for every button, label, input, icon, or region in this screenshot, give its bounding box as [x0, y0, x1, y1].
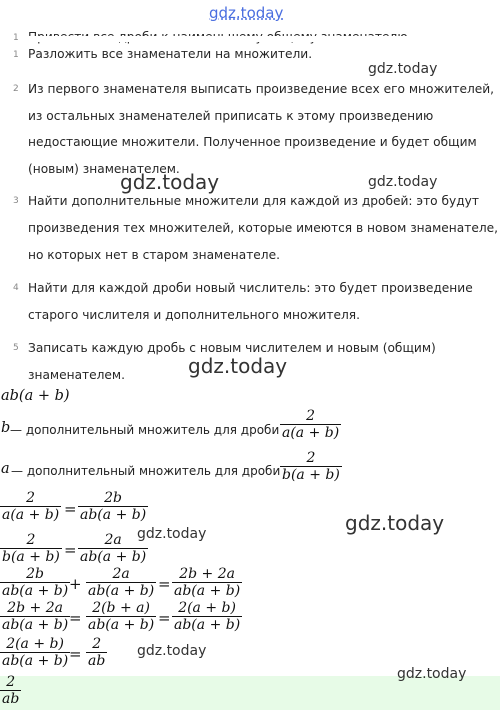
fraction-numerator: 2a — [112, 566, 130, 582]
factor-label-b: — дополнительный множитель для дроби — [10, 423, 280, 437]
factor-label-a: — дополнительный множитель для дроби — [11, 464, 281, 478]
step-number-1: 1 — [13, 50, 19, 60]
eq5-right-fraction — [86, 636, 107, 669]
fraction-denominator: ab(a + b) — [88, 617, 155, 633]
eq1-right-fraction — [78, 490, 148, 523]
step-text-3: Найти дополнительные множители для каждой из дробей: это будут произведения тех множителей, которые имеются в новом знаменателе, но которых нет в старом знаменателе. — [28, 194, 498, 262]
watermark-6: gdz.today — [137, 526, 207, 542]
watermark-2: gdz.today — [120, 170, 220, 194]
fraction-numerator: 2 — [306, 408, 316, 424]
fraction-denominator: ab(a + b) — [174, 617, 241, 633]
fraction-denominator: ab(a + b) — [2, 617, 69, 633]
eq1-left-fraction — [0, 490, 61, 523]
eq2-left-fraction — [0, 532, 62, 565]
fraction-numerator: 2(a + b) — [6, 636, 64, 652]
common-denominator: ab(a + b) — [1, 388, 70, 404]
step-text-1: Разложить все знаменатели на множители. — [28, 47, 313, 61]
fraction-denominator: ab(a + b) — [174, 583, 241, 599]
fraction-denominator: ab — [2, 691, 20, 707]
fraction-numerator: 2b — [104, 490, 123, 506]
fraction-numerator: 2 — [6, 674, 16, 690]
step-text-2: Из первого знаменателя выписать произведение всех его множителей, из остальных знаменателей приписать к этому произведению недостающие множители. Полученное произведение и будет общим (новым) знаменателем. — [28, 82, 495, 176]
eq2-right-fraction — [78, 532, 148, 565]
step-number-4: 4 — [13, 283, 19, 293]
step-text-4: Найти для каждой дроби новый числитель: это будет произведение старого числителя и дополнительного множителя. — [28, 281, 473, 322]
fraction-denominator: ab(a + b) — [80, 549, 147, 565]
eq2-equals: = — [64, 541, 77, 559]
eq3-first-fraction — [0, 566, 70, 599]
fraction-denominator: a(a + b) — [2, 507, 60, 523]
fraction-numerator: 2b + 2a — [7, 600, 63, 616]
fraction-denominator: b(a + b) — [2, 549, 60, 565]
factor-var-b: b — [1, 420, 11, 436]
eq4-equals-1: = — [69, 609, 82, 627]
watermark-3: gdz.today — [368, 174, 438, 190]
fraction-denominator: ab(a + b) — [2, 583, 69, 599]
watermark-5: gdz.today — [345, 511, 445, 535]
fraction-denominator: b(a + b) — [282, 467, 340, 483]
fraction-denominator: ab(a + b) — [80, 507, 147, 523]
fraction-numerator: 2(b + a) — [92, 600, 150, 616]
step-number-5: 5 — [13, 343, 19, 353]
fraction-denominator: ab(a + b) — [88, 583, 155, 599]
fraction-denominator: a(a + b) — [282, 425, 340, 441]
fraction-numerator: 2a — [104, 532, 122, 548]
fraction-denominator: ab — [88, 653, 106, 669]
eq4-second-fraction — [86, 600, 156, 633]
eq3-second-fraction — [86, 566, 156, 599]
fraction-numerator: 2b — [26, 566, 45, 582]
eq4-result-fraction — [172, 600, 242, 633]
watermark-1: gdz.today — [368, 61, 438, 77]
eq1-equals: = — [64, 500, 77, 518]
fraction-numerator: 2 — [92, 636, 102, 652]
eq4-equals-2: = — [158, 609, 171, 627]
fraction-for-a — [280, 450, 342, 483]
fraction-numerator: 2 — [26, 490, 36, 506]
eq3-equals: = — [158, 575, 171, 593]
cut-step-number: 1 — [13, 33, 19, 43]
factor-var-a: a — [1, 461, 10, 477]
fraction-for-b — [280, 408, 341, 441]
final-result-fraction — [0, 674, 21, 707]
eq3-result-fraction — [172, 566, 242, 599]
watermark-7: gdz.today — [137, 643, 207, 659]
fraction-numerator: 2(a + b) — [178, 600, 236, 616]
watermark-4: gdz.today — [188, 354, 288, 378]
fraction-numerator: 2 — [26, 532, 36, 548]
step-number-2: 2 — [13, 84, 19, 94]
fraction-denominator: ab(a + b) — [2, 653, 69, 669]
fraction-numerator: 2 — [306, 450, 316, 466]
fraction-numerator: 2b + 2a — [179, 566, 235, 582]
step-text-5: Записать каждую дробь с новым числителем и новым (общим) знаменателем. — [28, 341, 436, 382]
eq5-equals: = — [69, 645, 82, 663]
eq5-left-fraction — [0, 636, 70, 669]
watermark-top: gdz.today — [209, 4, 284, 22]
watermark-8: gdz.today — [397, 666, 467, 682]
step-number-3: 3 — [13, 196, 19, 206]
eq3-plus: + — [69, 575, 82, 593]
eq4-first-fraction — [0, 600, 70, 633]
